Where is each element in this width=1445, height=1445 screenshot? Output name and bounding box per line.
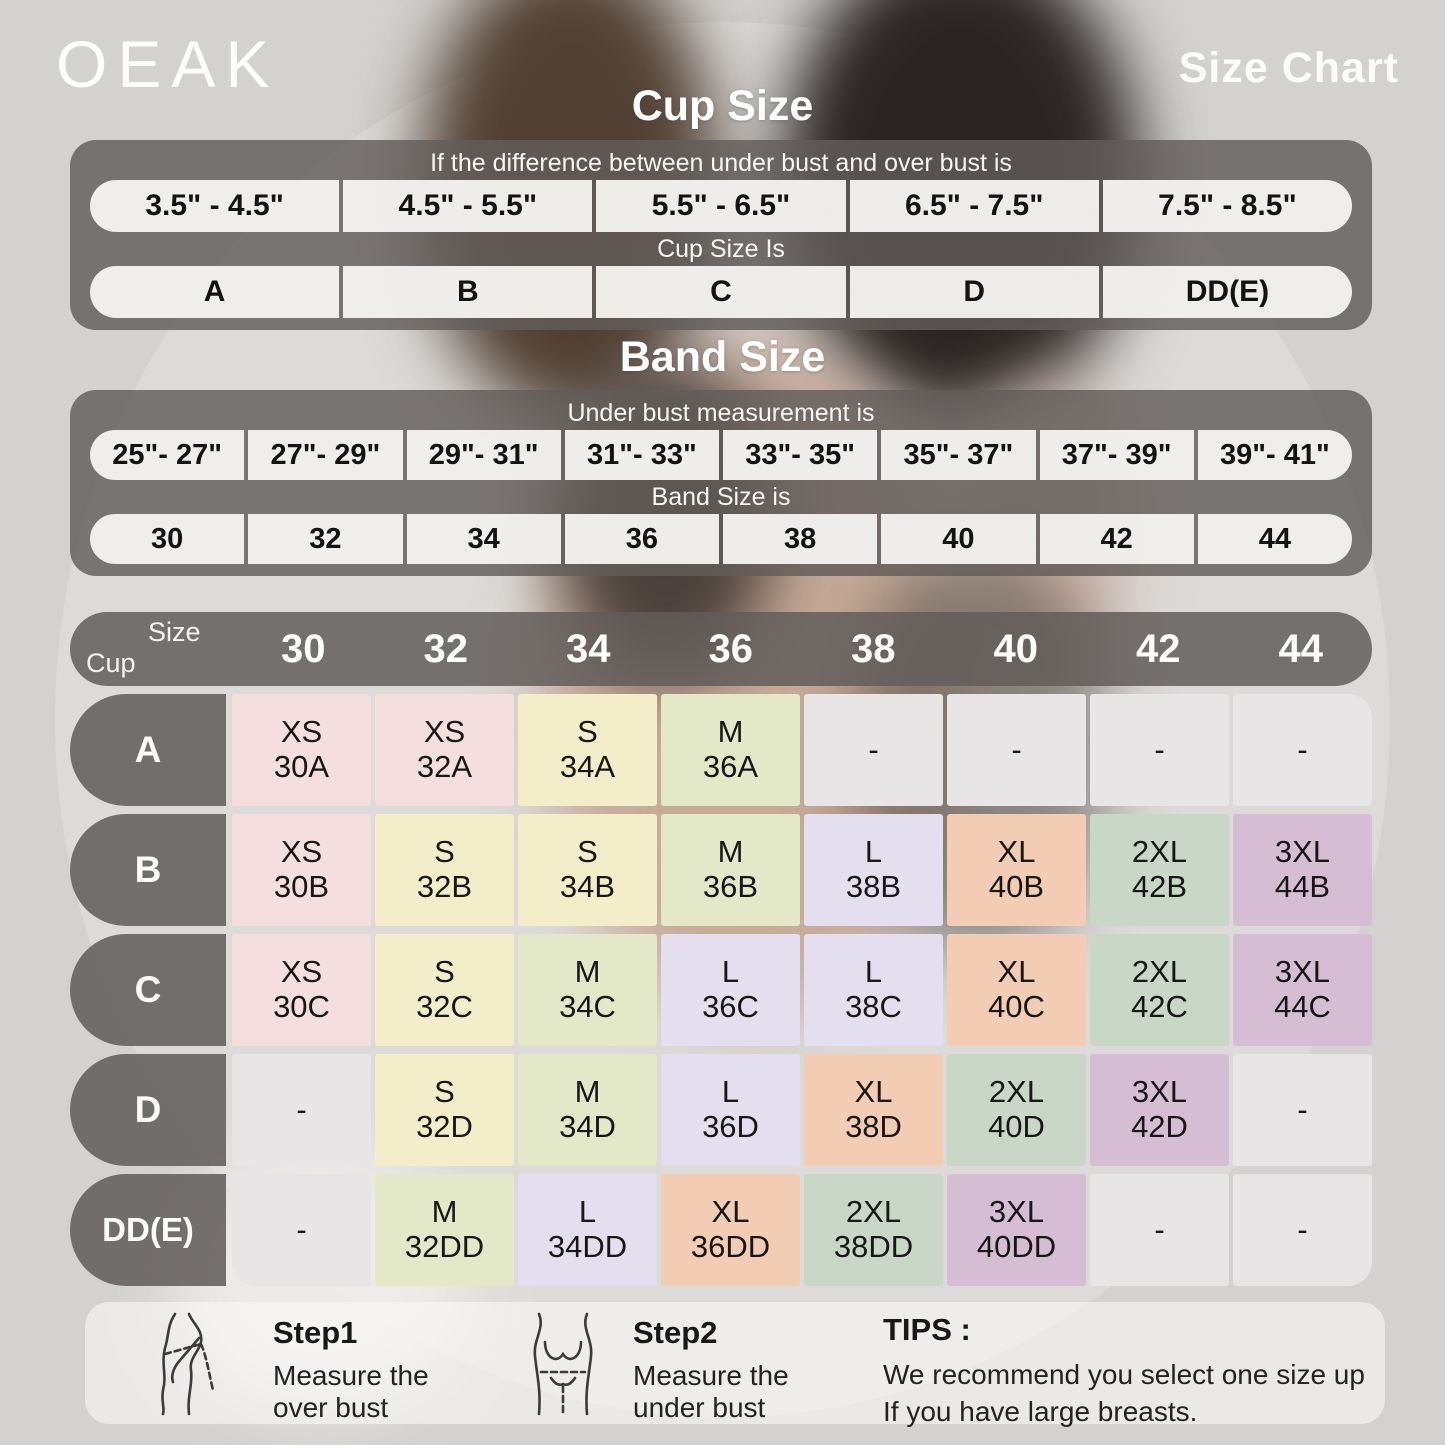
column-header: 40 <box>993 626 1038 671</box>
range-pill: 3.5" - 4.5" <box>90 180 339 232</box>
size-cell <box>1233 694 1372 806</box>
step2-text <box>633 1315 789 1424</box>
size-cell <box>661 934 800 1046</box>
table-row <box>70 934 1372 1046</box>
size-code: 40D <box>988 1109 1045 1144</box>
size-cell <box>375 1174 514 1286</box>
corner-size-label: Size <box>148 617 201 647</box>
size-code: 34B <box>559 869 616 904</box>
size-cell <box>518 1054 657 1166</box>
table-row <box>70 1174 1372 1286</box>
band-pill: 36 <box>565 514 719 564</box>
size-label: 2XL <box>1131 954 1188 990</box>
size-label: M <box>717 834 744 870</box>
size-label: L <box>864 834 883 870</box>
size-code: 44C <box>1274 989 1331 1024</box>
size-code: 30C <box>273 989 330 1024</box>
size-label: - <box>1297 1091 1308 1127</box>
size-cell <box>1090 694 1229 806</box>
row-cells <box>232 694 1372 806</box>
size-label: S <box>577 714 598 750</box>
band-pill: 38 <box>723 514 877 564</box>
size-label: XL <box>997 954 1036 990</box>
size-code: 38B <box>845 869 902 904</box>
size-cell <box>947 1174 1086 1286</box>
cup-range-row <box>90 180 1352 232</box>
size-label: 2XL <box>845 1194 902 1230</box>
size-cell <box>804 814 943 926</box>
size-code: 36DD <box>690 1229 771 1264</box>
size-cell <box>232 1174 371 1286</box>
size-code: 34D <box>559 1109 616 1144</box>
size-cell <box>804 694 943 806</box>
band-size-table <box>70 390 1372 576</box>
size-cell <box>804 934 943 1046</box>
size-label: 2XL <box>1131 834 1188 870</box>
size-cell <box>1233 1054 1372 1166</box>
range-pill: 37"- 39" <box>1040 430 1194 480</box>
row-cells <box>232 1174 1372 1286</box>
cup-pill: DD(E) <box>1103 266 1352 318</box>
tips-title: TIPS : <box>883 1312 971 1347</box>
size-label: - <box>296 1211 307 1247</box>
size-cell <box>232 934 371 1046</box>
size-code: 32DD <box>404 1229 485 1264</box>
tips-text <box>883 1312 1365 1431</box>
size-code: 30A <box>273 749 330 784</box>
size-code: 42B <box>1131 869 1188 904</box>
size-cell <box>661 814 800 926</box>
size-code: 40DD <box>976 1229 1057 1264</box>
range-pill: 27"- 29" <box>248 430 402 480</box>
band-pill: 32 <box>248 514 402 564</box>
row-label: A <box>70 694 226 806</box>
size-cell <box>661 1054 800 1166</box>
size-label: M <box>717 714 744 750</box>
size-code: 38C <box>845 989 902 1024</box>
size-label: - <box>296 1091 307 1127</box>
row-cells <box>232 1054 1372 1166</box>
size-code: 32D <box>416 1109 473 1144</box>
size-cell <box>661 1174 800 1286</box>
size-label: 3XL <box>1131 1074 1188 1110</box>
row-label: B <box>70 814 226 926</box>
range-pill: 7.5" - 8.5" <box>1103 180 1352 232</box>
size-code: 44B <box>1274 869 1331 904</box>
size-label: 3XL <box>1274 834 1331 870</box>
size-cell <box>1233 934 1372 1046</box>
tips-line1: We recommend you select one size up <box>883 1359 1365 1390</box>
size-label: - <box>1154 731 1165 767</box>
row-label: D <box>70 1054 226 1166</box>
table-row <box>70 1054 1372 1166</box>
range-pill: 29"- 31" <box>407 430 561 480</box>
size-label: L <box>721 954 740 990</box>
size-cell <box>375 694 514 806</box>
size-label: - <box>1297 731 1308 767</box>
size-code: 32A <box>416 749 473 784</box>
step2-title: Step2 <box>633 1315 718 1350</box>
size-cell <box>518 694 657 806</box>
row-label: DD(E) <box>70 1174 226 1286</box>
size-label: XS <box>280 954 323 990</box>
size-label: L <box>864 954 883 990</box>
size-code: 30B <box>273 869 330 904</box>
step1-title: Step1 <box>273 1315 358 1350</box>
size-label: XS <box>280 714 323 750</box>
size-cell <box>947 1054 1086 1166</box>
cup-size-heading: Cup Size <box>631 82 814 130</box>
size-label: - <box>868 731 879 767</box>
size-code: 32B <box>416 869 473 904</box>
band-range-row <box>90 430 1352 480</box>
band-size-is-note: Band Size is <box>651 483 791 511</box>
column-header: 34 <box>566 626 611 671</box>
size-cell <box>804 1054 943 1166</box>
size-code: 42C <box>1131 989 1188 1024</box>
size-code: 36B <box>702 869 759 904</box>
size-code: 34DD <box>547 1229 628 1264</box>
size-label: S <box>434 954 455 990</box>
range-pill: 39"- 41" <box>1198 430 1352 480</box>
size-cell <box>232 814 371 926</box>
cup-pill: C <box>596 266 845 318</box>
brand-logo: OEAK <box>56 27 280 101</box>
size-label: S <box>434 834 455 870</box>
range-pill: 5.5" - 6.5" <box>596 180 845 232</box>
tips-line2: If you have large breasts. <box>883 1395 1198 1427</box>
size-label: L <box>578 1194 597 1230</box>
matrix-header-row <box>70 612 1372 686</box>
row-cells <box>232 934 1372 1046</box>
size-label: S <box>434 1074 455 1110</box>
range-pill: 31"- 33" <box>565 430 719 480</box>
size-label: 2XL <box>988 1074 1045 1110</box>
step2-line1: Measure the <box>633 1360 789 1391</box>
size-cell <box>518 934 657 1046</box>
step1-line2: over bust <box>273 1392 389 1424</box>
size-cell <box>375 1054 514 1166</box>
size-cell <box>232 1054 371 1166</box>
page-title: Size Chart <box>1178 44 1399 92</box>
size-code: 36C <box>702 989 759 1024</box>
measure-under-bust-icon <box>511 1310 615 1416</box>
size-cell <box>1090 1174 1229 1286</box>
band-size-heading: Band Size <box>619 333 826 381</box>
cup-size-is-note: Cup Size Is <box>657 235 785 263</box>
cup-size-table <box>70 140 1372 330</box>
column-header: 38 <box>851 626 896 671</box>
column-header: 44 <box>1278 626 1323 671</box>
underbust-note: Under bust measurement is <box>567 399 875 427</box>
size-cell <box>1090 1054 1229 1166</box>
cup-value-row <box>90 266 1352 318</box>
step2-line2: under bust <box>633 1392 766 1424</box>
size-code: 34A <box>559 749 616 784</box>
size-code: 36A <box>702 749 759 784</box>
band-pill: 40 <box>881 514 1035 564</box>
table-row <box>70 814 1372 926</box>
size-label: - <box>1011 731 1022 767</box>
measure-over-bust-icon <box>133 1310 237 1416</box>
range-pill: 6.5" - 7.5" <box>850 180 1099 232</box>
size-code: 36D <box>702 1109 759 1144</box>
corner-cup-label: Cup <box>86 648 136 678</box>
size-label: L <box>721 1074 740 1110</box>
size-cell <box>661 694 800 806</box>
size-label: - <box>1154 1211 1165 1247</box>
size-label: XL <box>854 1074 893 1110</box>
row-cells <box>232 814 1372 926</box>
table-row <box>70 694 1372 806</box>
size-code: 32C <box>416 989 473 1024</box>
size-label: 3XL <box>1274 954 1331 990</box>
band-pill: 42 <box>1040 514 1194 564</box>
size-cell <box>375 934 514 1046</box>
size-cell <box>947 934 1086 1046</box>
range-pill: 33"- 35" <box>723 430 877 480</box>
size-label: XS <box>280 834 323 870</box>
size-cell <box>232 694 371 806</box>
column-header: 30 <box>281 626 326 671</box>
size-label: - <box>1297 1211 1308 1247</box>
measure-instructions-bar <box>85 1302 1385 1427</box>
size-code: 38DD <box>833 1229 914 1264</box>
band-value-row <box>90 514 1352 564</box>
size-cell <box>1090 814 1229 926</box>
size-label: M <box>574 954 601 990</box>
size-label: XL <box>997 834 1036 870</box>
size-cell <box>375 814 514 926</box>
column-header: 32 <box>423 626 468 671</box>
size-label: XS <box>423 714 466 750</box>
cup-pill: A <box>90 266 339 318</box>
size-code: 38D <box>845 1109 902 1144</box>
size-code: 42D <box>1131 1109 1188 1144</box>
size-cell <box>1233 814 1372 926</box>
range-pill: 25"- 27" <box>90 430 244 480</box>
range-pill: 35"- 37" <box>881 430 1035 480</box>
band-pill: 30 <box>90 514 244 564</box>
size-code: 34C <box>559 989 616 1024</box>
step1-text <box>273 1315 429 1424</box>
column-header: 36 <box>708 626 753 671</box>
size-label: 3XL <box>988 1194 1045 1230</box>
size-label: M <box>574 1074 601 1110</box>
size-cell <box>947 814 1086 926</box>
size-label: XL <box>711 1194 750 1230</box>
size-code: 40B <box>988 869 1045 904</box>
size-cell <box>804 1174 943 1286</box>
step1-line1: Measure the <box>273 1360 429 1391</box>
matrix-columns <box>232 612 1372 686</box>
band-pill: 44 <box>1198 514 1352 564</box>
matrix-corner <box>70 612 232 686</box>
row-label: C <box>70 934 226 1046</box>
range-pill: 4.5" - 5.5" <box>343 180 592 232</box>
size-label: M <box>431 1194 458 1230</box>
size-cell <box>1233 1174 1372 1286</box>
size-label: S <box>577 834 598 870</box>
column-header: 42 <box>1136 626 1181 671</box>
size-cell <box>518 814 657 926</box>
size-code: 40C <box>988 989 1045 1024</box>
size-cell <box>947 694 1086 806</box>
cup-pill: B <box>343 266 592 318</box>
size-cell <box>1090 934 1229 1046</box>
cup-pill: D <box>850 266 1099 318</box>
size-cell <box>518 1174 657 1286</box>
band-pill: 34 <box>407 514 561 564</box>
cup-difference-note: If the difference between under bust and over bust is <box>430 149 1012 177</box>
